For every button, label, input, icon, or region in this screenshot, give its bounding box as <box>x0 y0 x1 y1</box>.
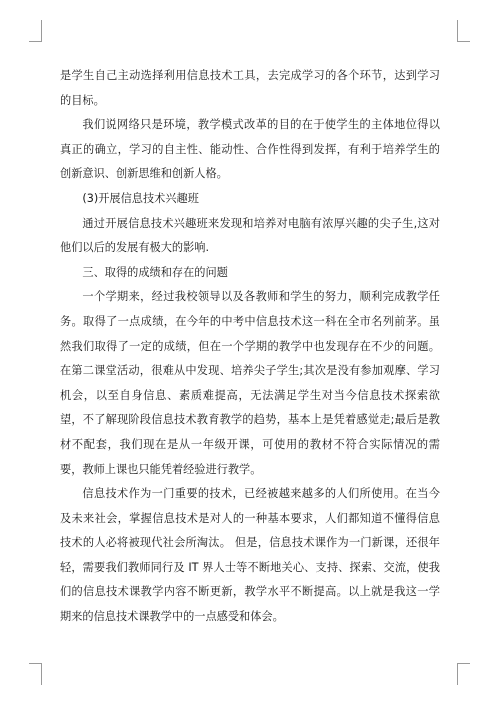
crop-mark-bottom-right <box>457 663 470 685</box>
paragraph-conclusion: 信息技术作为一门重要的技术，已经被越来越多的人们所使用。在当今及未来社会，掌握信息技术是对人的一种基本要求，人们都知道不懂得信息技术的人必将被现代社会所淘汰。 但是，信息技术课作为一门新课，还很年轻，需要我们教师同行及 IT 界人士等不断地关心、支持、探索、交流，使我们的信息技术课教学内容不断更新，教学水平不断提高。以上就是我这一学期来的信息技术课教学中的一点感受和体会。 <box>60 487 440 624</box>
paragraph-continuation: 是学生自己主动选择利用信息技术工具，去完成学习的各个环节，达到学习的目标。 <box>60 69 440 107</box>
crop-mark-top-right <box>457 20 470 42</box>
section-heading-achievements-problems: 三、取得的成绩和存在的问题 <box>82 265 228 279</box>
paragraph-network-environment: 我们说网络只是环境，教学模式改革的目的在于使学生的主体地位得以真正的确立，学习的自主性、能动性、合作性得到发挥，有利于培养学生的创新意识、创新思维和创新人格。 <box>60 118 440 181</box>
crop-mark-top-left <box>29 20 42 42</box>
document-body <box>60 64 440 630</box>
paragraph-interest-class: 通过开展信息技术兴趣班来发现和培养对电脑有浓厚兴趣的尖子生,这对他们以后的发展有极大的影响. <box>60 216 440 255</box>
crop-mark-bottom-left <box>29 663 42 685</box>
paragraph-achievements: 一个学期来，经过我校领导以及各教师和学生的努力，顺利完成教学任务。取得了一点成绩，在今年的中考中信息技术这一科在全市名列前茅。虽然我们取得了一定的成绩，但在一个学期的教学中也发现存在不少的问题。在第二课堂活动，很难从中发现、培养尖子学生;其次是没有参加观摩、学习机会，以至自身信息、素质难提高，无法满足学生对当今信息技术探索欲望，不了解现阶段信息技术教育教学的趋势，基本上是凭着感觉走;最后是教材不配套，我们现在是从一年级开课，可使用的教材不符合实际情况的需要，教师上课也只能凭着经验进行教学。 <box>60 290 440 476</box>
subheading-interest-class: (3)开展信息技术兴趣班 <box>82 191 199 205</box>
